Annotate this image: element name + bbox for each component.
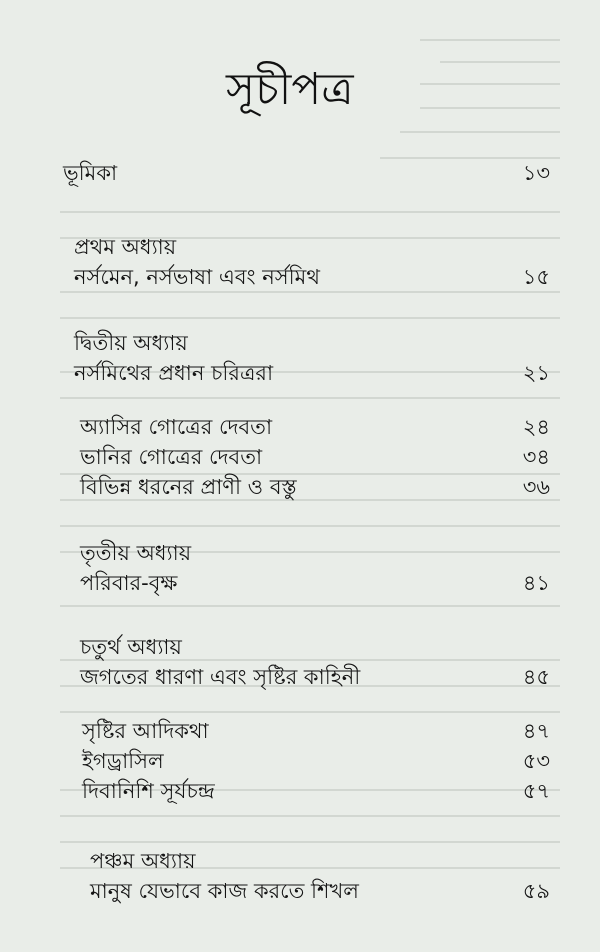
toc-entry-page: ৪৭ bbox=[522, 719, 550, 743]
toc-entry bbox=[0, 568, 600, 598]
toc-entry-text: ভানির গোত্রের দেবতা bbox=[80, 445, 263, 469]
toc-entry-text: তৃতীয় অধ্যায় bbox=[80, 541, 192, 565]
toc-entry-text: নর্সমিথের প্রধান চরিত্ররা bbox=[74, 361, 274, 385]
toc-entry-text: অ্যাসির গোত্রের দেবতা bbox=[80, 415, 273, 439]
toc-entry bbox=[0, 262, 600, 292]
page-title: সূচীপত্র bbox=[226, 64, 354, 115]
toc-entry-text: চতুর্থ অধ্যায় bbox=[80, 635, 182, 659]
toc-entry-page: ৪১ bbox=[522, 571, 550, 595]
toc-entry-text: ভূমিকা bbox=[63, 161, 118, 185]
toc-entry bbox=[0, 662, 600, 692]
toc-entry-page: ৫৩ bbox=[522, 749, 550, 773]
toc-entry-page: ৫৯ bbox=[522, 879, 550, 903]
toc-chapter-heading bbox=[0, 632, 600, 662]
toc-entry-text: সৃষ্টির আদিকথা bbox=[82, 719, 209, 743]
toc-chapter-heading bbox=[0, 232, 600, 262]
toc-entry bbox=[0, 358, 600, 388]
toc-entry-text: নর্সমেন, নর্সভাষা এবং নর্সমিথ bbox=[74, 265, 320, 289]
toc-entry-page: ২১ bbox=[522, 361, 550, 385]
toc-entry-page: ৩৪ bbox=[522, 445, 550, 469]
toc-entry-page: ৩৬ bbox=[522, 475, 550, 499]
toc-entry bbox=[0, 472, 600, 502]
toc-chapter-heading bbox=[0, 846, 600, 876]
toc-entry-text: দ্বিতীয় অধ্যায় bbox=[74, 331, 188, 355]
toc-entry-text: ইগড্রাসিল bbox=[82, 749, 164, 773]
toc-entry bbox=[0, 746, 600, 776]
toc-entry bbox=[0, 716, 600, 746]
toc-entry bbox=[0, 876, 600, 906]
toc-entry-page: ৪৫ bbox=[522, 665, 550, 689]
toc-entry-text: বিভিন্ন ধরনের প্রাণী ও বস্তু bbox=[80, 475, 297, 499]
toc-chapter-heading bbox=[0, 328, 600, 358]
toc-entry bbox=[0, 442, 600, 472]
toc-entry-text: মানুষ যেভাবে কাজ করতে শিখল bbox=[90, 879, 359, 903]
toc-entry-text: দিবানিশি সূর্যচন্দ্র bbox=[82, 779, 215, 803]
toc-entry-text: জগতের ধারণা এবং সৃষ্টির কাহিনী bbox=[80, 665, 361, 689]
toc-entry-text: প্রথম অধ্যায় bbox=[74, 235, 177, 259]
toc-entry bbox=[0, 158, 600, 188]
toc-chapter-heading bbox=[0, 538, 600, 568]
toc-entry-page: ৫৭ bbox=[522, 779, 550, 803]
toc-entry-text: পরিবার-বৃক্ষ bbox=[80, 571, 178, 595]
toc-entry bbox=[0, 776, 600, 806]
toc-entry-text: পঞ্চম অধ্যায় bbox=[90, 849, 196, 873]
toc-entry bbox=[0, 412, 600, 442]
toc-entry-page: ১৫ bbox=[522, 265, 550, 289]
toc-entry-page: ২৪ bbox=[522, 415, 550, 439]
toc-entry-page: ১৩ bbox=[522, 161, 550, 185]
